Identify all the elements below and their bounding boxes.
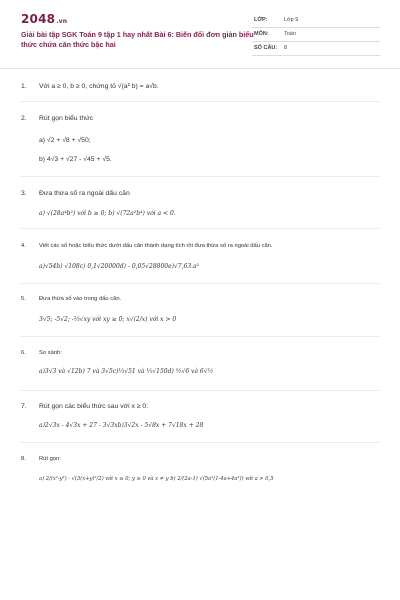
meta-value: 8 [284, 45, 288, 51]
question-text: Đưa thừa số vào trong dấu căn. [39, 296, 122, 302]
header-divider [0, 68, 400, 69]
meta-table [252, 14, 380, 56]
meta-value: Toán [284, 31, 296, 37]
question-number: 6. [21, 350, 26, 356]
question-text: Rút gọn biểu thức [39, 115, 94, 122]
meta-row-class [252, 14, 380, 28]
meta-row-count [252, 42, 380, 56]
divider [20, 442, 380, 443]
question-number: 8. [21, 456, 26, 462]
divider [20, 228, 380, 229]
site-logo[interactable] [21, 12, 67, 26]
page-title: Giải bài tập SGK Toán 9 tập 1 hay nhất Bài 6: Biến đổi đơn giản biểu thức chứa căn thức bậc hai [21, 30, 254, 49]
question-part: a) 2/(x²-y²) · √(3(x+y)²/2) với x ≥ 0; y ≥ 0 và x ≠ y b) 2/(2a-1) √(5a²(1-4a+4a²)) với a > 0,5 [39, 476, 274, 482]
question-number: 7. [21, 403, 27, 410]
question-part: 3√5; -5√2; -⅔√xy với xy ≥ 0; x√(2/x) với x > 0 [39, 316, 177, 323]
logo-text: 2048 [21, 12, 56, 26]
question-number: 4. [21, 243, 26, 249]
question-text: Với a ≥ 0, b ≥ 0, chứng tỏ √(a² b) = a√b. [39, 83, 159, 90]
question-text: Rút gọn các biểu thức sau với x ≥ 0: [39, 403, 149, 410]
meta-key: MÔN: [254, 31, 269, 37]
divider [20, 283, 380, 284]
meta-value: Lớp 9 [284, 17, 299, 23]
divider [20, 101, 380, 102]
question-text: So sánh: [39, 350, 62, 356]
divider [20, 390, 380, 391]
question-number: 2. [21, 115, 27, 122]
meta-row-subject [252, 28, 380, 42]
question-text: Rút gọn: [39, 456, 61, 462]
question-part: a) √2 + √8 + √50; [39, 137, 91, 144]
question-number: 1. [21, 83, 27, 90]
question-part: a)√54b) √108c) 0,1√20000d) - 0,05√28800e)√7,63.a² [39, 263, 200, 270]
question-text: Viết các số hoặc biểu thức dưới dấu căn thành dạng tích rồi đưa thừa số ra ngoài dấu căn. [39, 243, 273, 249]
divider [20, 336, 380, 337]
question-part: a)3√3 và √12b) 7 và 3√5c)⅓√51 và ⅕√150d) ½√6 và 6√½ [39, 368, 214, 375]
meta-key: LỚP: [254, 17, 268, 23]
meta-key: SỐ CÂU: [254, 45, 278, 51]
question-part: a) √(28a⁴b²) với b ≥ 0; b) √(72a²b⁴) với a < 0. [39, 210, 176, 217]
question-part: b) 4√3 + √27 - √45 + √5. [39, 156, 112, 163]
question-part: a)2√3x - 4√3x + 27 - 3√3xb)3√2x - 5√8x + 7√18x + 28 [39, 422, 204, 429]
question-number: 5. [21, 296, 26, 302]
header [0, 0, 400, 62]
divider [20, 176, 380, 177]
logo-suffix: .vn [56, 18, 68, 25]
question-text: Đưa thừa số ra ngoài dấu căn [39, 190, 130, 197]
question-number: 3. [21, 190, 27, 197]
